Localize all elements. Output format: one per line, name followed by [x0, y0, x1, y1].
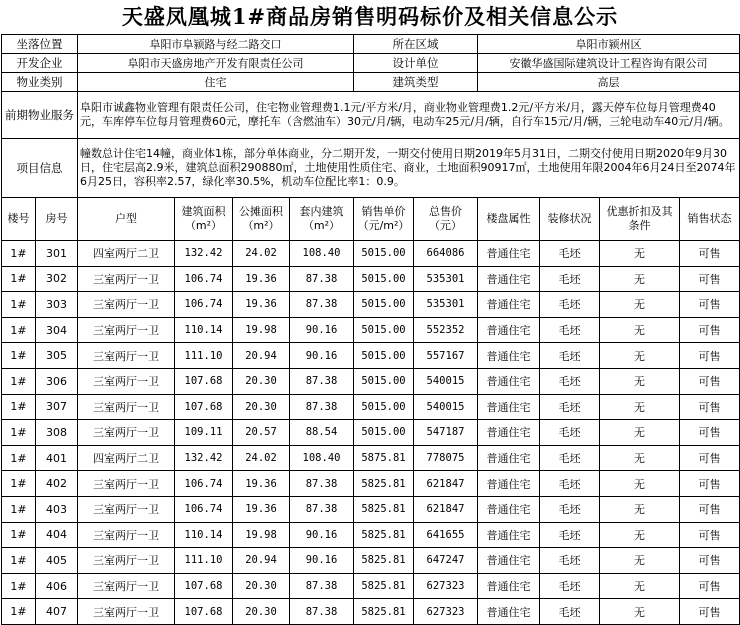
table-row — [2, 368, 740, 394]
header-inner-area: 套内建筑（m²） — [290, 198, 354, 241]
cell-total-price: 557167 — [414, 343, 478, 369]
cell-room-no: 406 — [36, 573, 78, 599]
header-floor-area: 建筑面积（m²） — [175, 198, 233, 241]
cell-floor-area: 107.68 — [175, 368, 233, 394]
cell-layout: 四室两厅二卫 — [78, 445, 175, 471]
cell-building-no: 1# — [2, 522, 36, 548]
header-layout: 户型 — [78, 198, 175, 241]
cell-decoration: 毛坯 — [540, 292, 600, 318]
cell-layout: 三室两厅一卫 — [78, 573, 175, 599]
cell-decoration: 毛坯 — [540, 548, 600, 574]
cell-floor-area: 106.74 — [175, 292, 233, 318]
cell-layout: 三室两厅一卫 — [78, 368, 175, 394]
cell-decoration: 毛坯 — [540, 368, 600, 394]
cell-discount: 无 — [600, 445, 680, 471]
cell-unit-price: 5015.00 — [354, 394, 414, 420]
table-row — [2, 445, 740, 471]
cell-total-price: 621847 — [414, 496, 478, 522]
unit-rows — [2, 241, 740, 625]
service-label: 前期物业服务 — [2, 92, 78, 139]
header-decoration: 装修状况 — [540, 198, 600, 241]
cell-property-attr: 普通住宅 — [478, 522, 540, 548]
cell-property-attr: 普通住宅 — [478, 241, 540, 267]
cell-inner-area: 87.38 — [290, 471, 354, 497]
cell-unit-price: 5825.81 — [354, 522, 414, 548]
cell-shared-area: 19.36 — [233, 292, 290, 318]
cell-decoration: 毛坯 — [540, 445, 600, 471]
pricing-table — [1, 34, 740, 625]
cell-total-price: 641655 — [414, 522, 478, 548]
header-unit-price: 销售单价（元/m²） — [354, 198, 414, 241]
cell-shared-area: 20.94 — [233, 343, 290, 369]
property-row — [2, 73, 740, 92]
cell-decoration: 毛坯 — [540, 343, 600, 369]
cell-decoration: 毛坯 — [540, 394, 600, 420]
table-row — [2, 599, 740, 625]
cell-property-attr: 普通住宅 — [478, 394, 540, 420]
cell-layout: 三室两厅一卫 — [78, 266, 175, 292]
cell-inner-area: 87.38 — [290, 368, 354, 394]
cell-floor-area: 106.74 — [175, 471, 233, 497]
cell-discount: 无 — [600, 343, 680, 369]
cell-shared-area: 19.36 — [233, 266, 290, 292]
cell-property-attr: 普通住宅 — [478, 471, 540, 497]
cell-layout: 三室两厅一卫 — [78, 343, 175, 369]
cell-room-no: 304 — [36, 317, 78, 343]
table-row — [2, 317, 740, 343]
cell-sale-status: 可售 — [680, 599, 740, 625]
header-total-price: 总售价（元） — [414, 198, 478, 241]
cell-total-price: 621847 — [414, 471, 478, 497]
cell-sale-status: 可售 — [680, 496, 740, 522]
cell-room-no: 301 — [36, 241, 78, 267]
cell-unit-price: 5015.00 — [354, 343, 414, 369]
cell-unit-price: 5825.81 — [354, 573, 414, 599]
cell-shared-area: 19.36 — [233, 496, 290, 522]
table-row — [2, 266, 740, 292]
cell-inner-area: 87.38 — [290, 394, 354, 420]
cell-building-no: 1# — [2, 548, 36, 574]
cell-unit-price: 5015.00 — [354, 266, 414, 292]
cell-unit-price: 5825.81 — [354, 599, 414, 625]
cell-sale-status: 可售 — [680, 394, 740, 420]
cell-total-price: 778075 — [414, 445, 478, 471]
cell-inner-area: 90.16 — [290, 317, 354, 343]
cell-decoration: 毛坯 — [540, 266, 600, 292]
cell-discount: 无 — [600, 394, 680, 420]
design-label: 设计单位 — [354, 54, 478, 73]
cell-discount: 无 — [600, 368, 680, 394]
district-value: 阜阳市颍州区 — [478, 35, 740, 54]
cell-discount: 无 — [600, 599, 680, 625]
cell-floor-area: 107.68 — [175, 573, 233, 599]
cell-floor-area: 106.74 — [175, 496, 233, 522]
cell-discount: 无 — [600, 292, 680, 318]
cell-layout: 四室两厅二卫 — [78, 241, 175, 267]
cell-unit-price: 5015.00 — [354, 292, 414, 318]
table-row — [2, 420, 740, 446]
location-value: 阜阳市阜颍路与经二路交口 — [78, 35, 354, 54]
cell-discount: 无 — [600, 471, 680, 497]
cell-room-no: 302 — [36, 266, 78, 292]
cell-decoration: 毛坯 — [540, 471, 600, 497]
cell-property-attr: 普通住宅 — [478, 496, 540, 522]
cell-building-no: 1# — [2, 317, 36, 343]
header-building-no: 楼号 — [2, 198, 36, 241]
cell-room-no: 403 — [36, 496, 78, 522]
cell-property-attr: 普通住宅 — [478, 548, 540, 574]
cell-property-attr: 普通住宅 — [478, 266, 540, 292]
header-room-no: 房号 — [36, 198, 78, 241]
cell-property-attr: 普通住宅 — [478, 317, 540, 343]
cell-building-no: 1# — [2, 241, 36, 267]
cell-inner-area: 90.16 — [290, 522, 354, 548]
cell-sale-status: 可售 — [680, 241, 740, 267]
cell-discount: 无 — [600, 522, 680, 548]
cell-room-no: 303 — [36, 292, 78, 318]
cell-layout: 三室两厅一卫 — [78, 496, 175, 522]
page-title: 天盛凤凰城1#商品房销售明码标价及相关信息公示 — [121, 4, 619, 29]
cell-building-no: 1# — [2, 343, 36, 369]
cell-unit-price: 5015.00 — [354, 241, 414, 267]
cell-inner-area: 108.40 — [290, 445, 354, 471]
cell-layout: 三室两厅一卫 — [78, 548, 175, 574]
table-row — [2, 496, 740, 522]
cell-layout: 三室两厅一卫 — [78, 420, 175, 446]
cell-room-no: 404 — [36, 522, 78, 548]
cell-property-attr: 普通住宅 — [478, 573, 540, 599]
cell-shared-area: 20.30 — [233, 368, 290, 394]
cell-shared-area: 24.02 — [233, 445, 290, 471]
cell-building-no: 1# — [2, 368, 36, 394]
cell-property-attr: 普通住宅 — [478, 368, 540, 394]
cell-property-attr: 普通住宅 — [478, 445, 540, 471]
cell-unit-price: 5825.81 — [354, 471, 414, 497]
building-type-label: 建筑类型 — [354, 73, 478, 92]
cell-decoration: 毛坯 — [540, 420, 600, 446]
cell-room-no: 308 — [36, 420, 78, 446]
cell-discount: 无 — [600, 496, 680, 522]
cell-inner-area: 90.16 — [290, 548, 354, 574]
cell-discount: 无 — [600, 548, 680, 574]
cell-property-attr: 普通住宅 — [478, 420, 540, 446]
cell-total-price: 664086 — [414, 241, 478, 267]
cell-property-attr: 普通住宅 — [478, 599, 540, 625]
cell-building-no: 1# — [2, 292, 36, 318]
cell-room-no: 306 — [36, 368, 78, 394]
table-row — [2, 522, 740, 548]
cell-building-no: 1# — [2, 445, 36, 471]
cell-floor-area: 107.68 — [175, 599, 233, 625]
developer-label: 开发企业 — [2, 54, 78, 73]
cell-shared-area: 20.30 — [233, 599, 290, 625]
cell-floor-area: 111.10 — [175, 548, 233, 574]
cell-room-no: 305 — [36, 343, 78, 369]
cell-layout: 三室两厅一卫 — [78, 394, 175, 420]
cell-building-no: 1# — [2, 573, 36, 599]
cell-room-no: 405 — [36, 548, 78, 574]
table-row — [2, 394, 740, 420]
cell-layout: 三室两厅一卫 — [78, 599, 175, 625]
cell-room-no: 307 — [36, 394, 78, 420]
cell-sale-status: 可售 — [680, 445, 740, 471]
cell-building-no: 1# — [2, 420, 36, 446]
cell-shared-area: 19.36 — [233, 471, 290, 497]
cell-sale-status: 可售 — [680, 573, 740, 599]
cell-decoration: 毛坯 — [540, 522, 600, 548]
cell-building-no: 1# — [2, 496, 36, 522]
cell-decoration: 毛坯 — [540, 241, 600, 267]
cell-decoration: 毛坯 — [540, 496, 600, 522]
cell-building-no: 1# — [2, 471, 36, 497]
cell-decoration: 毛坯 — [540, 317, 600, 343]
cell-unit-price: 5875.81 — [354, 445, 414, 471]
cell-inner-area: 88.54 — [290, 420, 354, 446]
cell-shared-area: 20.94 — [233, 548, 290, 574]
building-type-value: 高层 — [478, 73, 740, 92]
cell-inner-area: 87.38 — [290, 599, 354, 625]
cell-total-price: 627323 — [414, 573, 478, 599]
cell-layout: 三室两厅一卫 — [78, 522, 175, 548]
cell-unit-price: 5825.81 — [354, 496, 414, 522]
cell-inner-area: 90.16 — [290, 343, 354, 369]
cell-floor-area: 132.42 — [175, 241, 233, 267]
cell-discount: 无 — [600, 241, 680, 267]
cell-total-price: 552352 — [414, 317, 478, 343]
cell-floor-area: 111.10 — [175, 343, 233, 369]
header-shared-area: 公摊面积（m²） — [233, 198, 290, 241]
cell-unit-price: 5015.00 — [354, 317, 414, 343]
cell-total-price: 540015 — [414, 394, 478, 420]
location-label: 坐落位置 — [2, 35, 78, 54]
cell-total-price: 540015 — [414, 368, 478, 394]
cell-sale-status: 可售 — [680, 368, 740, 394]
location-row — [2, 35, 740, 54]
cell-inner-area: 87.38 — [290, 266, 354, 292]
cell-inner-area: 87.38 — [290, 496, 354, 522]
service-row — [2, 92, 740, 139]
cell-room-no: 407 — [36, 599, 78, 625]
header-property-attr: 楼盘属性 — [478, 198, 540, 241]
table-row — [2, 573, 740, 599]
project-row — [2, 139, 740, 198]
table-row — [2, 292, 740, 318]
table-row — [2, 241, 740, 267]
header-sale-status: 销售状态 — [680, 198, 740, 241]
cell-layout: 三室两厅一卫 — [78, 317, 175, 343]
cell-discount: 无 — [600, 266, 680, 292]
cell-floor-area: 109.11 — [175, 420, 233, 446]
cell-building-no: 1# — [2, 599, 36, 625]
cell-floor-area: 132.42 — [175, 445, 233, 471]
cell-shared-area: 19.98 — [233, 522, 290, 548]
table-row — [2, 471, 740, 497]
cell-decoration: 毛坯 — [540, 599, 600, 625]
cell-property-attr: 普通住宅 — [478, 343, 540, 369]
cell-total-price: 535301 — [414, 292, 478, 318]
table-row — [2, 343, 740, 369]
property-type-value: 住宅 — [78, 73, 354, 92]
cell-floor-area: 107.68 — [175, 394, 233, 420]
cell-shared-area: 19.98 — [233, 317, 290, 343]
cell-total-price: 547187 — [414, 420, 478, 446]
cell-floor-area: 106.74 — [175, 266, 233, 292]
cell-inner-area: 87.38 — [290, 292, 354, 318]
cell-floor-area: 110.14 — [175, 522, 233, 548]
cell-total-price: 535301 — [414, 266, 478, 292]
cell-sale-status: 可售 — [680, 292, 740, 318]
cell-floor-area: 110.14 — [175, 317, 233, 343]
cell-room-no: 402 — [36, 471, 78, 497]
header-discount: 优惠折扣及其条件 — [600, 198, 680, 241]
cell-sale-status: 可售 — [680, 266, 740, 292]
cell-decoration: 毛坯 — [540, 573, 600, 599]
cell-unit-price: 5015.00 — [354, 368, 414, 394]
cell-inner-area: 87.38 — [290, 573, 354, 599]
cell-building-no: 1# — [2, 266, 36, 292]
cell-layout: 三室两厅一卫 — [78, 292, 175, 318]
cell-building-no: 1# — [2, 394, 36, 420]
cell-total-price: 647247 — [414, 548, 478, 574]
column-header-row — [2, 198, 740, 241]
cell-unit-price: 5015.00 — [354, 420, 414, 446]
cell-unit-price: 5825.81 — [354, 548, 414, 574]
cell-shared-area: 20.57 — [233, 420, 290, 446]
cell-sale-status: 可售 — [680, 471, 740, 497]
developer-value: 阜阳市天盛房地产开发有限责任公司 — [78, 54, 354, 73]
district-label: 所在区域 — [354, 35, 478, 54]
cell-discount: 无 — [600, 573, 680, 599]
developer-row — [2, 54, 740, 73]
cell-discount: 无 — [600, 420, 680, 446]
property-type-label: 物业类别 — [2, 73, 78, 92]
cell-layout: 三室两厅一卫 — [78, 471, 175, 497]
table-row — [2, 548, 740, 574]
cell-total-price: 627323 — [414, 599, 478, 625]
cell-sale-status: 可售 — [680, 317, 740, 343]
cell-shared-area: 24.02 — [233, 241, 290, 267]
service-value: 阜阳市诚鑫物业管理有限责任公司，住宅物业管理费1.1元/平方米/月，商业物业管理费1.2元/平方米/月，露天停车位每月管理费40元，车库停车位每月管理费60元，摩托车（含燃油车）30元/月/辆，电动车25元/月/辆，自行车15元/月/辆，三轮电动车40元/月/辆。 — [78, 92, 740, 139]
cell-sale-status: 可售 — [680, 548, 740, 574]
cell-inner-area: 108.40 — [290, 241, 354, 267]
cell-property-attr: 普通住宅 — [478, 292, 540, 318]
project-label: 项目信息 — [2, 139, 78, 198]
cell-sale-status: 可售 — [680, 343, 740, 369]
cell-sale-status: 可售 — [680, 420, 740, 446]
cell-room-no: 401 — [36, 445, 78, 471]
project-value: 幢数总计住宅14幢，商业体1栋，部分单体商业，分二期开发，一期交付使用日期2019年5月31日，二期交付使用日期2020年9月30日，住宅层高2.9米，建筑总面积290880㎡，土地使用性质住宅、商业，土地面积90917㎡，土地使用年限2004年6月24日至2074年6月25日，容积率2.57，绿化率30.5%，机动车位配比率1：0.9。 — [78, 139, 740, 198]
cell-shared-area: 20.30 — [233, 573, 290, 599]
cell-shared-area: 20.30 — [233, 394, 290, 420]
cell-discount: 无 — [600, 317, 680, 343]
design-value: 安徽华盛国际建筑设计工程咨询有限公司 — [478, 54, 740, 73]
cell-sale-status: 可售 — [680, 522, 740, 548]
